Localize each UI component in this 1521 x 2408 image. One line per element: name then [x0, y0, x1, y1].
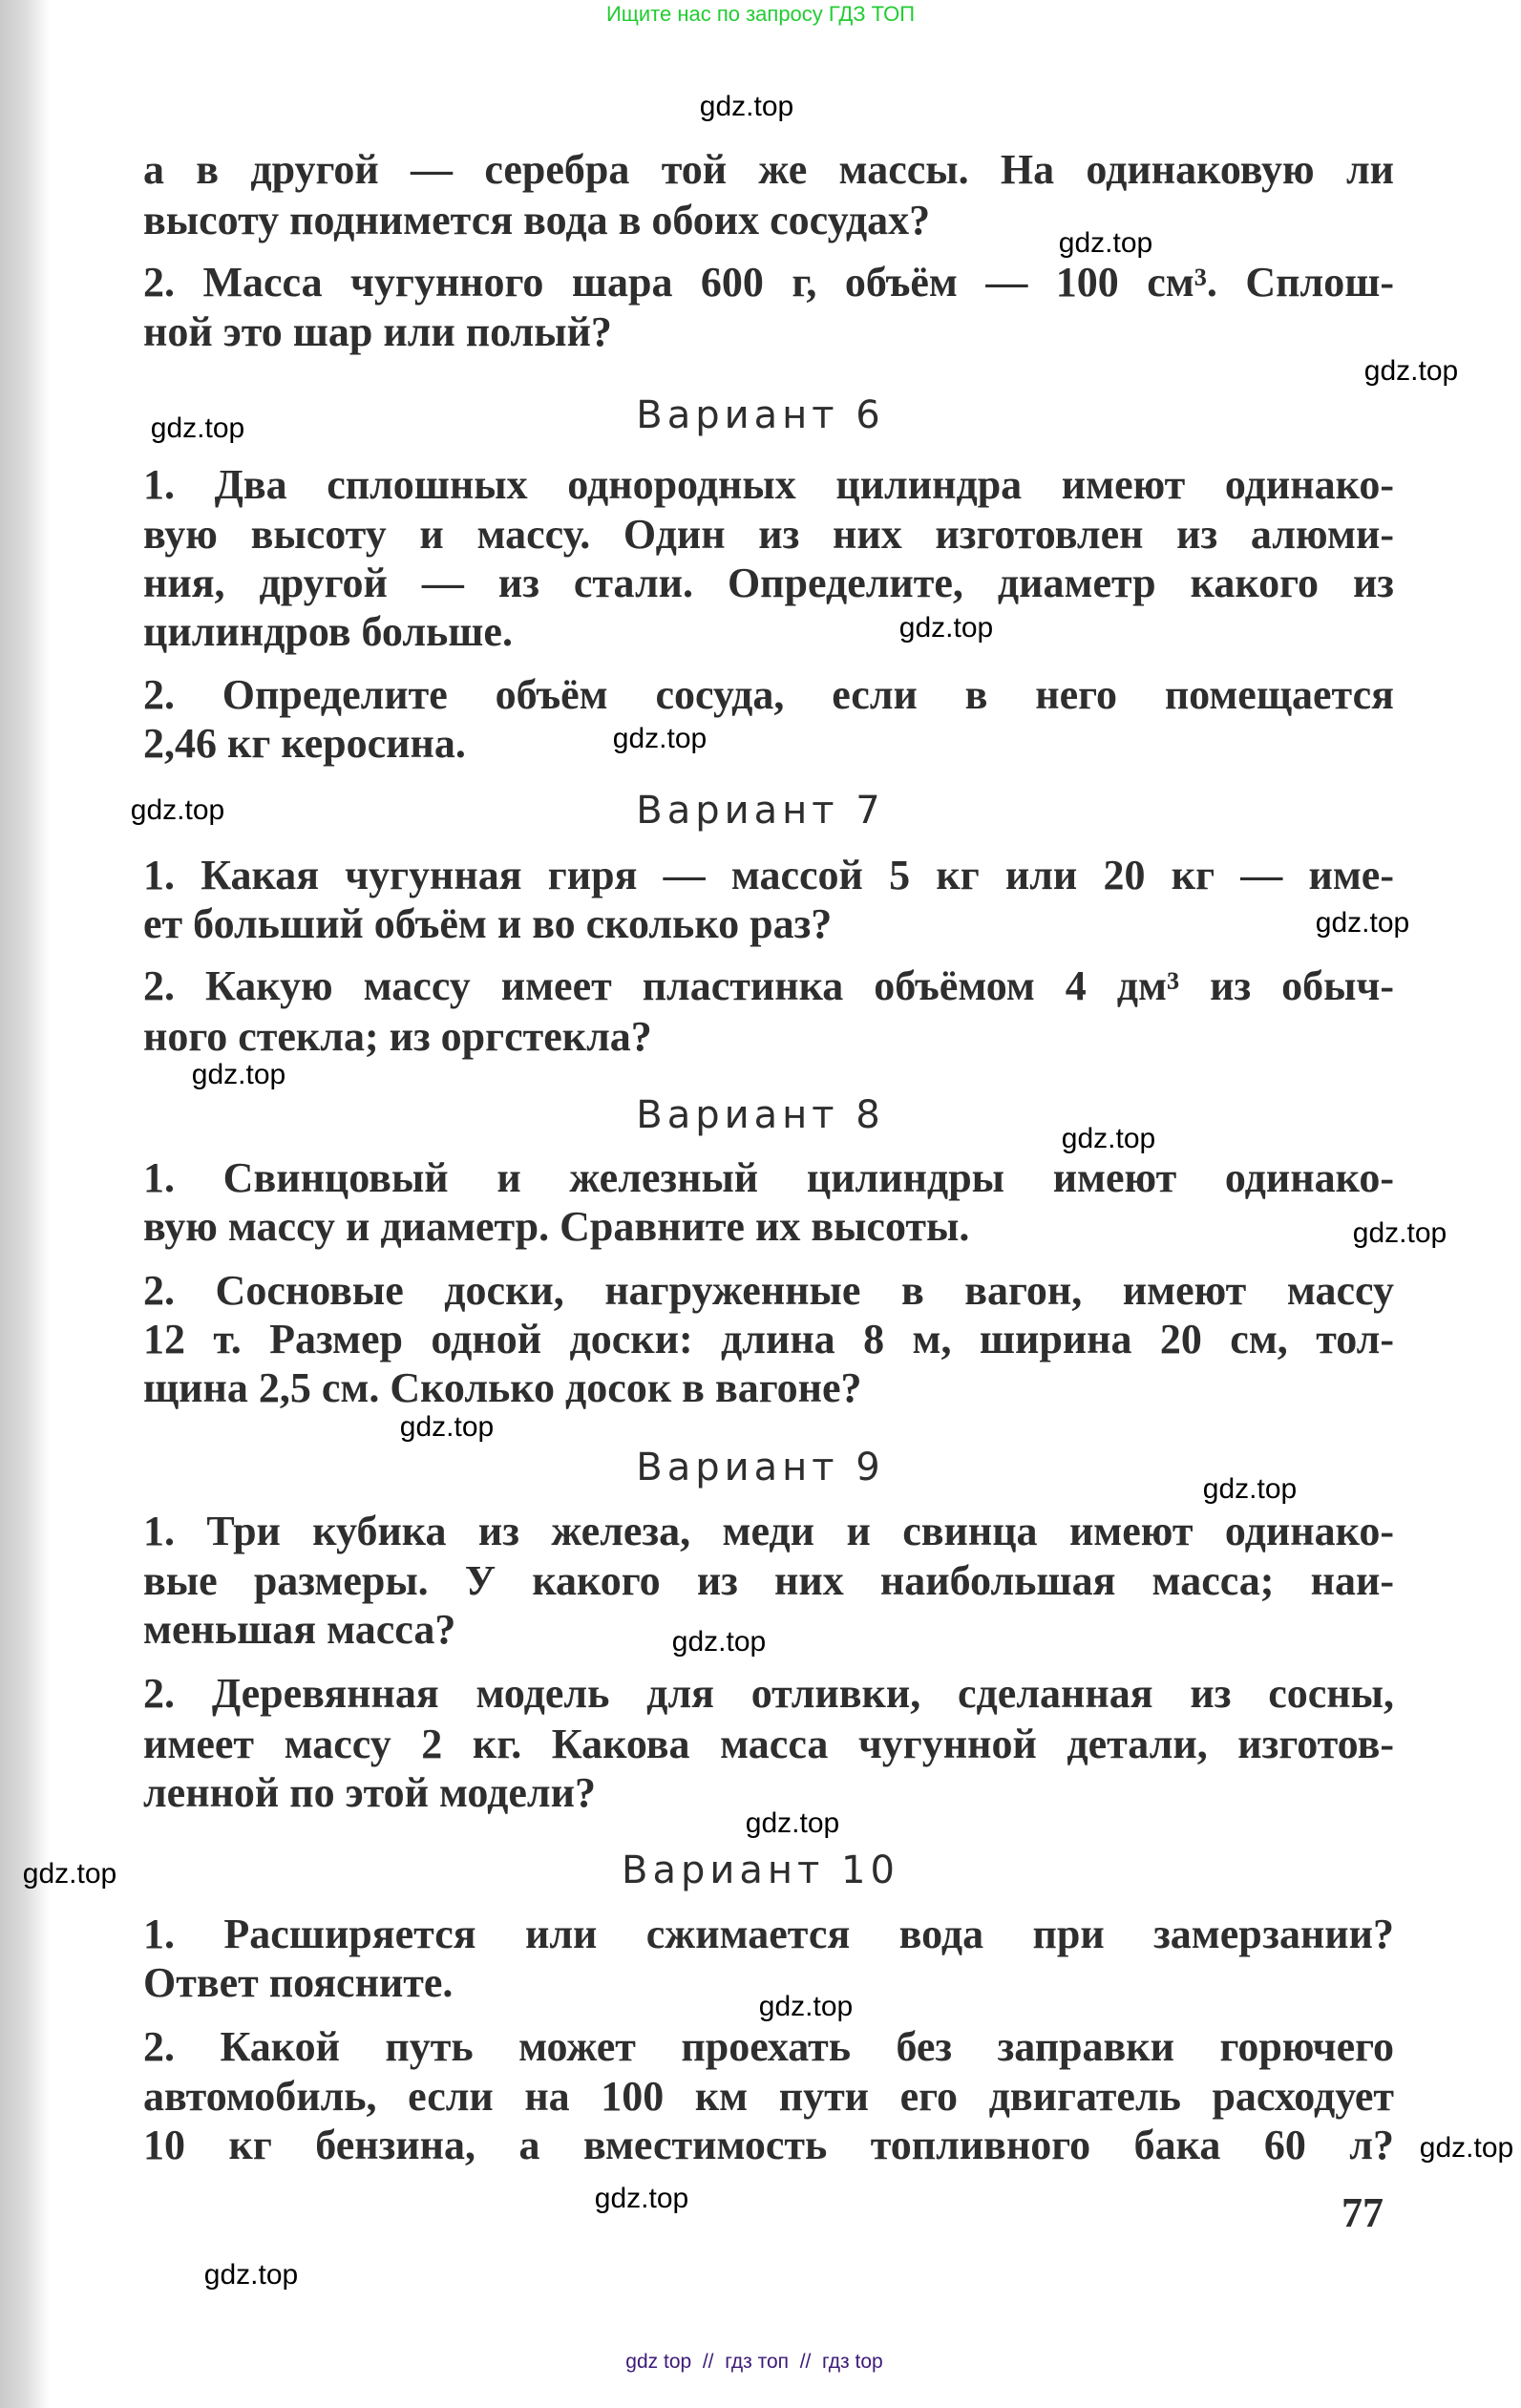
watermark-text: gdz.top [699, 91, 794, 122]
text-line: 10 кг бензина, а вместимость топливного бака 60 л? [143, 2122, 1394, 2168]
watermark-text: gdz.top [671, 1626, 767, 1658]
text-line: 2. Определите объём сосуда, если в него помещается [143, 671, 1394, 718]
watermark-text: gdz.top [1202, 1473, 1298, 1505]
text-line: ного стекла; из оргстекла? [143, 1013, 652, 1060]
text-line: высоту поднимется вода в обоих сосудах? [143, 197, 931, 243]
text-line: 2. Масса чугунного шара 600 г, объём — 100 см³. Сплош- [143, 259, 1394, 306]
text-line: вую высоту и массу. Один из них изготовлен из алюми- [143, 511, 1394, 558]
text-line: 2. Какую массу имеет пластинка объёмом 4 дм³ из обыч- [143, 962, 1394, 1009]
text-line: ленной по этой модели? [143, 1769, 596, 1816]
text-line: имеет массу 2 кг. Какова масса чугунной детали, изготов- [143, 1721, 1394, 1767]
watermark-text: gdz.top [758, 1991, 854, 2022]
text-line: ет больший объём и во сколько раз? [143, 900, 833, 947]
watermark-text: gdz.top [191, 1059, 286, 1090]
text-line: 2,46 кг керосина. [143, 720, 466, 767]
watermark-text: gdz.top [22, 1858, 117, 1890]
watermark-text: gdz.top [1061, 1123, 1156, 1154]
text-line: 1. Три кубика из железа, меди и свинца имеют одинако- [143, 1508, 1394, 1554]
watermark-text: gdz.top [594, 2183, 689, 2214]
variant-heading: Вариант 10 [622, 1848, 899, 1892]
text-line: автомобиль, если на 100 км пути его двигатель расходует [143, 2073, 1394, 2120]
text-line: 2. Какой путь может проехать без заправки горючего [143, 2023, 1394, 2070]
text-line: цилиндров больше. [143, 608, 513, 655]
page-edge-shadow [0, 0, 50, 2408]
text-line: 1. Расширяется или сжимается вода при замерзании? [143, 1911, 1394, 1957]
watermark-text: gdz.top [1058, 227, 1153, 259]
text-line: ной это шар или полый? [143, 308, 612, 355]
watermark-text: gdz.top [1315, 907, 1410, 939]
watermark-text: gdz.top [898, 612, 994, 644]
text-line: вую массу и диаметр. Сравните их высоты. [143, 1203, 970, 1250]
watermark-text: gdz.top [1352, 1217, 1447, 1249]
text-line: щина 2,5 см. Сколько досок в вагоне? [143, 1364, 862, 1411]
variant-heading: Вариант 8 [636, 1093, 885, 1137]
watermark-text: gdz.top [130, 794, 225, 826]
variant-heading: Вариант 7 [636, 789, 885, 833]
text-line: 2. Деревянная модель для отливки, сделанная из сосны, [143, 1670, 1394, 1717]
watermark-text: gdz.top [745, 1807, 840, 1839]
footer-links[interactable]: gdz top // гдз топ // гдз top [625, 2351, 883, 2373]
text-line: 1. Два сплошных однородных цилиндра имеют одинако- [143, 461, 1394, 508]
text-line: 12 т. Размер одной доски: длина 8 м, ширина 20 см, тол- [143, 1316, 1394, 1362]
variant-heading: Вариант 9 [636, 1446, 885, 1489]
watermark-text: gdz.top [399, 1411, 495, 1443]
text-line: вые размеры. У какого из них наибольшая масса; наи- [143, 1557, 1394, 1604]
watermark-text: gdz.top [1363, 355, 1459, 387]
variant-heading: Вариант 6 [636, 393, 885, 437]
text-line: меньшая масса? [143, 1606, 456, 1653]
watermark-text: gdz.top [203, 2259, 299, 2291]
text-line: Ответ поясните. [143, 1959, 454, 2006]
text-line: а в другой — серебра той же массы. На одинаковую ли [143, 146, 1394, 193]
watermark-text: gdz.top [1419, 2132, 1514, 2164]
text-line: ния, другой — из стали. Определите, диаметр какого из [143, 560, 1394, 606]
text-line: 1. Какая чугунная гиря — массой 5 кг или 20 кг — име- [143, 852, 1394, 898]
search-banner[interactable]: Ищите нас по запросу ГДЗ ТОП [605, 2, 916, 26]
page-number: 77 [1341, 2189, 1384, 2236]
text-line: 1. Свинцовый и железный цилиндры имеют одинако- [143, 1154, 1394, 1201]
watermark-text: gdz.top [150, 412, 245, 444]
text-line: 2. Сосновые доски, нагруженные в вагон, имеют массу [143, 1267, 1394, 1314]
watermark-text: gdz.top [612, 723, 708, 754]
